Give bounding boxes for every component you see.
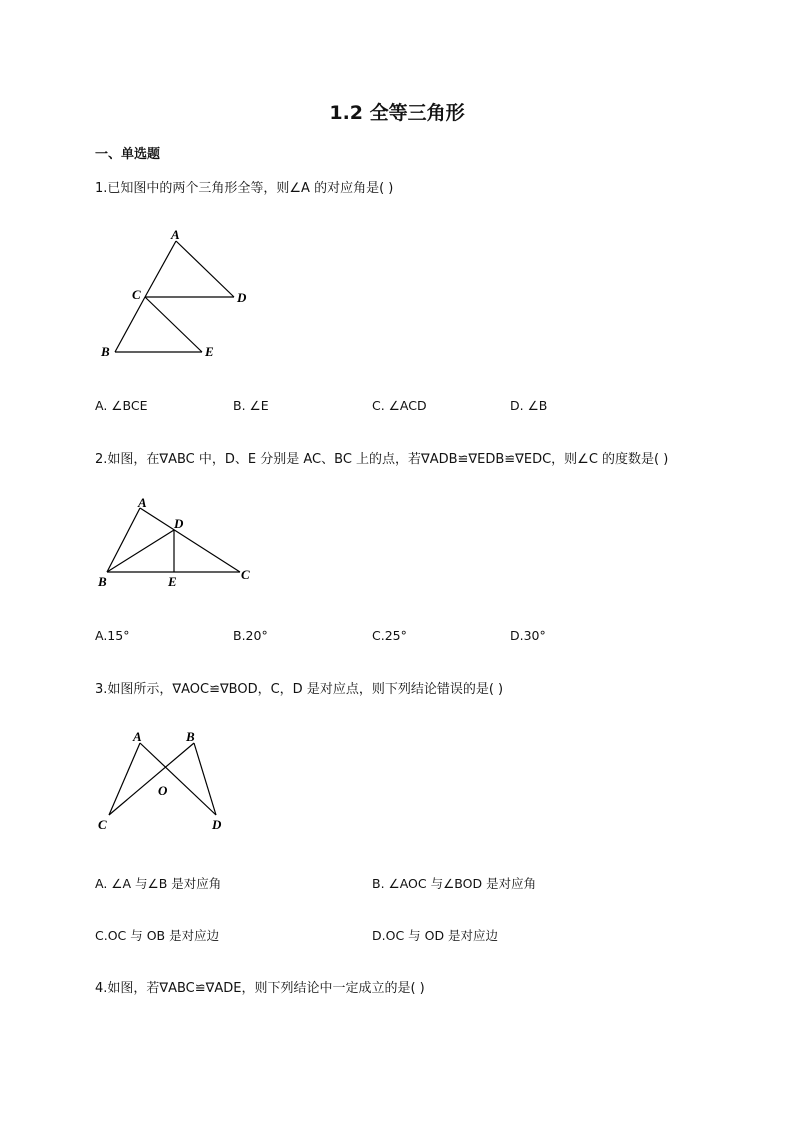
q2-option-c[interactable]: C.25° [372, 628, 407, 643]
q3-option-d[interactable]: D.OC 与 OD 是对应边 [372, 928, 499, 943]
section-heading: 一、单选题 [95, 147, 161, 162]
q1-label-a: A [171, 227, 180, 242]
q1-option-b[interactable]: B. ∠E [233, 398, 269, 413]
q1-label-b: B [101, 344, 110, 359]
question-2-stem: 2.如图，在∇ABC 中，D、E 分别是 AC、BC 上的点，若∇ADB≌∇EDB≌∇EDC，则∠C 的度数是( ) [95, 452, 669, 467]
q2-label-a: A [138, 495, 147, 510]
q3-label-o: O [158, 783, 168, 798]
q1-option-a[interactable]: A. ∠BCE [95, 398, 148, 413]
page-title: 1.2 全等三角形 [329, 102, 465, 124]
question-4-stem: 4.如图，若∇ABC≌∇ADE，则下列结论中一定成立的是( ) [95, 981, 425, 996]
q1-label-e: E [205, 344, 214, 359]
q1-option-d[interactable]: D. ∠B [510, 398, 548, 413]
q2-option-a[interactable]: A.15° [95, 628, 130, 643]
q1-option-c[interactable]: C. ∠ACD [372, 398, 427, 413]
q3-label-d: D [212, 817, 222, 832]
q2-label-e: E [168, 574, 177, 589]
q1-label-c: C [132, 287, 141, 302]
q2-option-d[interactable]: D.30° [510, 628, 546, 643]
q3-label-b: B [186, 729, 195, 744]
question-1-stem: 1.已知图中的两个三角形全等，则∠A 的对应角是( ) [95, 181, 394, 196]
q3-label-c: C [98, 817, 107, 832]
q2-label-c: C [241, 567, 250, 582]
q3-option-c[interactable]: C.OC 与 OB 是对应边 [95, 928, 220, 943]
question-3-stem: 3.如图所示，∇AOC≌∇BOD，C，D 是对应点，则下列结论错误的是( ) [95, 682, 504, 697]
question-3-figure [95, 725, 245, 840]
q3-option-b[interactable]: B. ∠AOC 与∠BOD 是对应角 [372, 876, 537, 891]
q1-label-d: D [237, 290, 247, 305]
q3-label-a: A [133, 729, 142, 744]
q2-option-b[interactable]: B.20° [233, 628, 268, 643]
q2-label-b: B [98, 574, 107, 589]
question-2-figure [95, 495, 265, 595]
q2-label-d: D [174, 516, 184, 531]
question-1-figure [95, 225, 265, 365]
q3-option-a[interactable]: A. ∠A 与∠B 是对应角 [95, 876, 222, 891]
